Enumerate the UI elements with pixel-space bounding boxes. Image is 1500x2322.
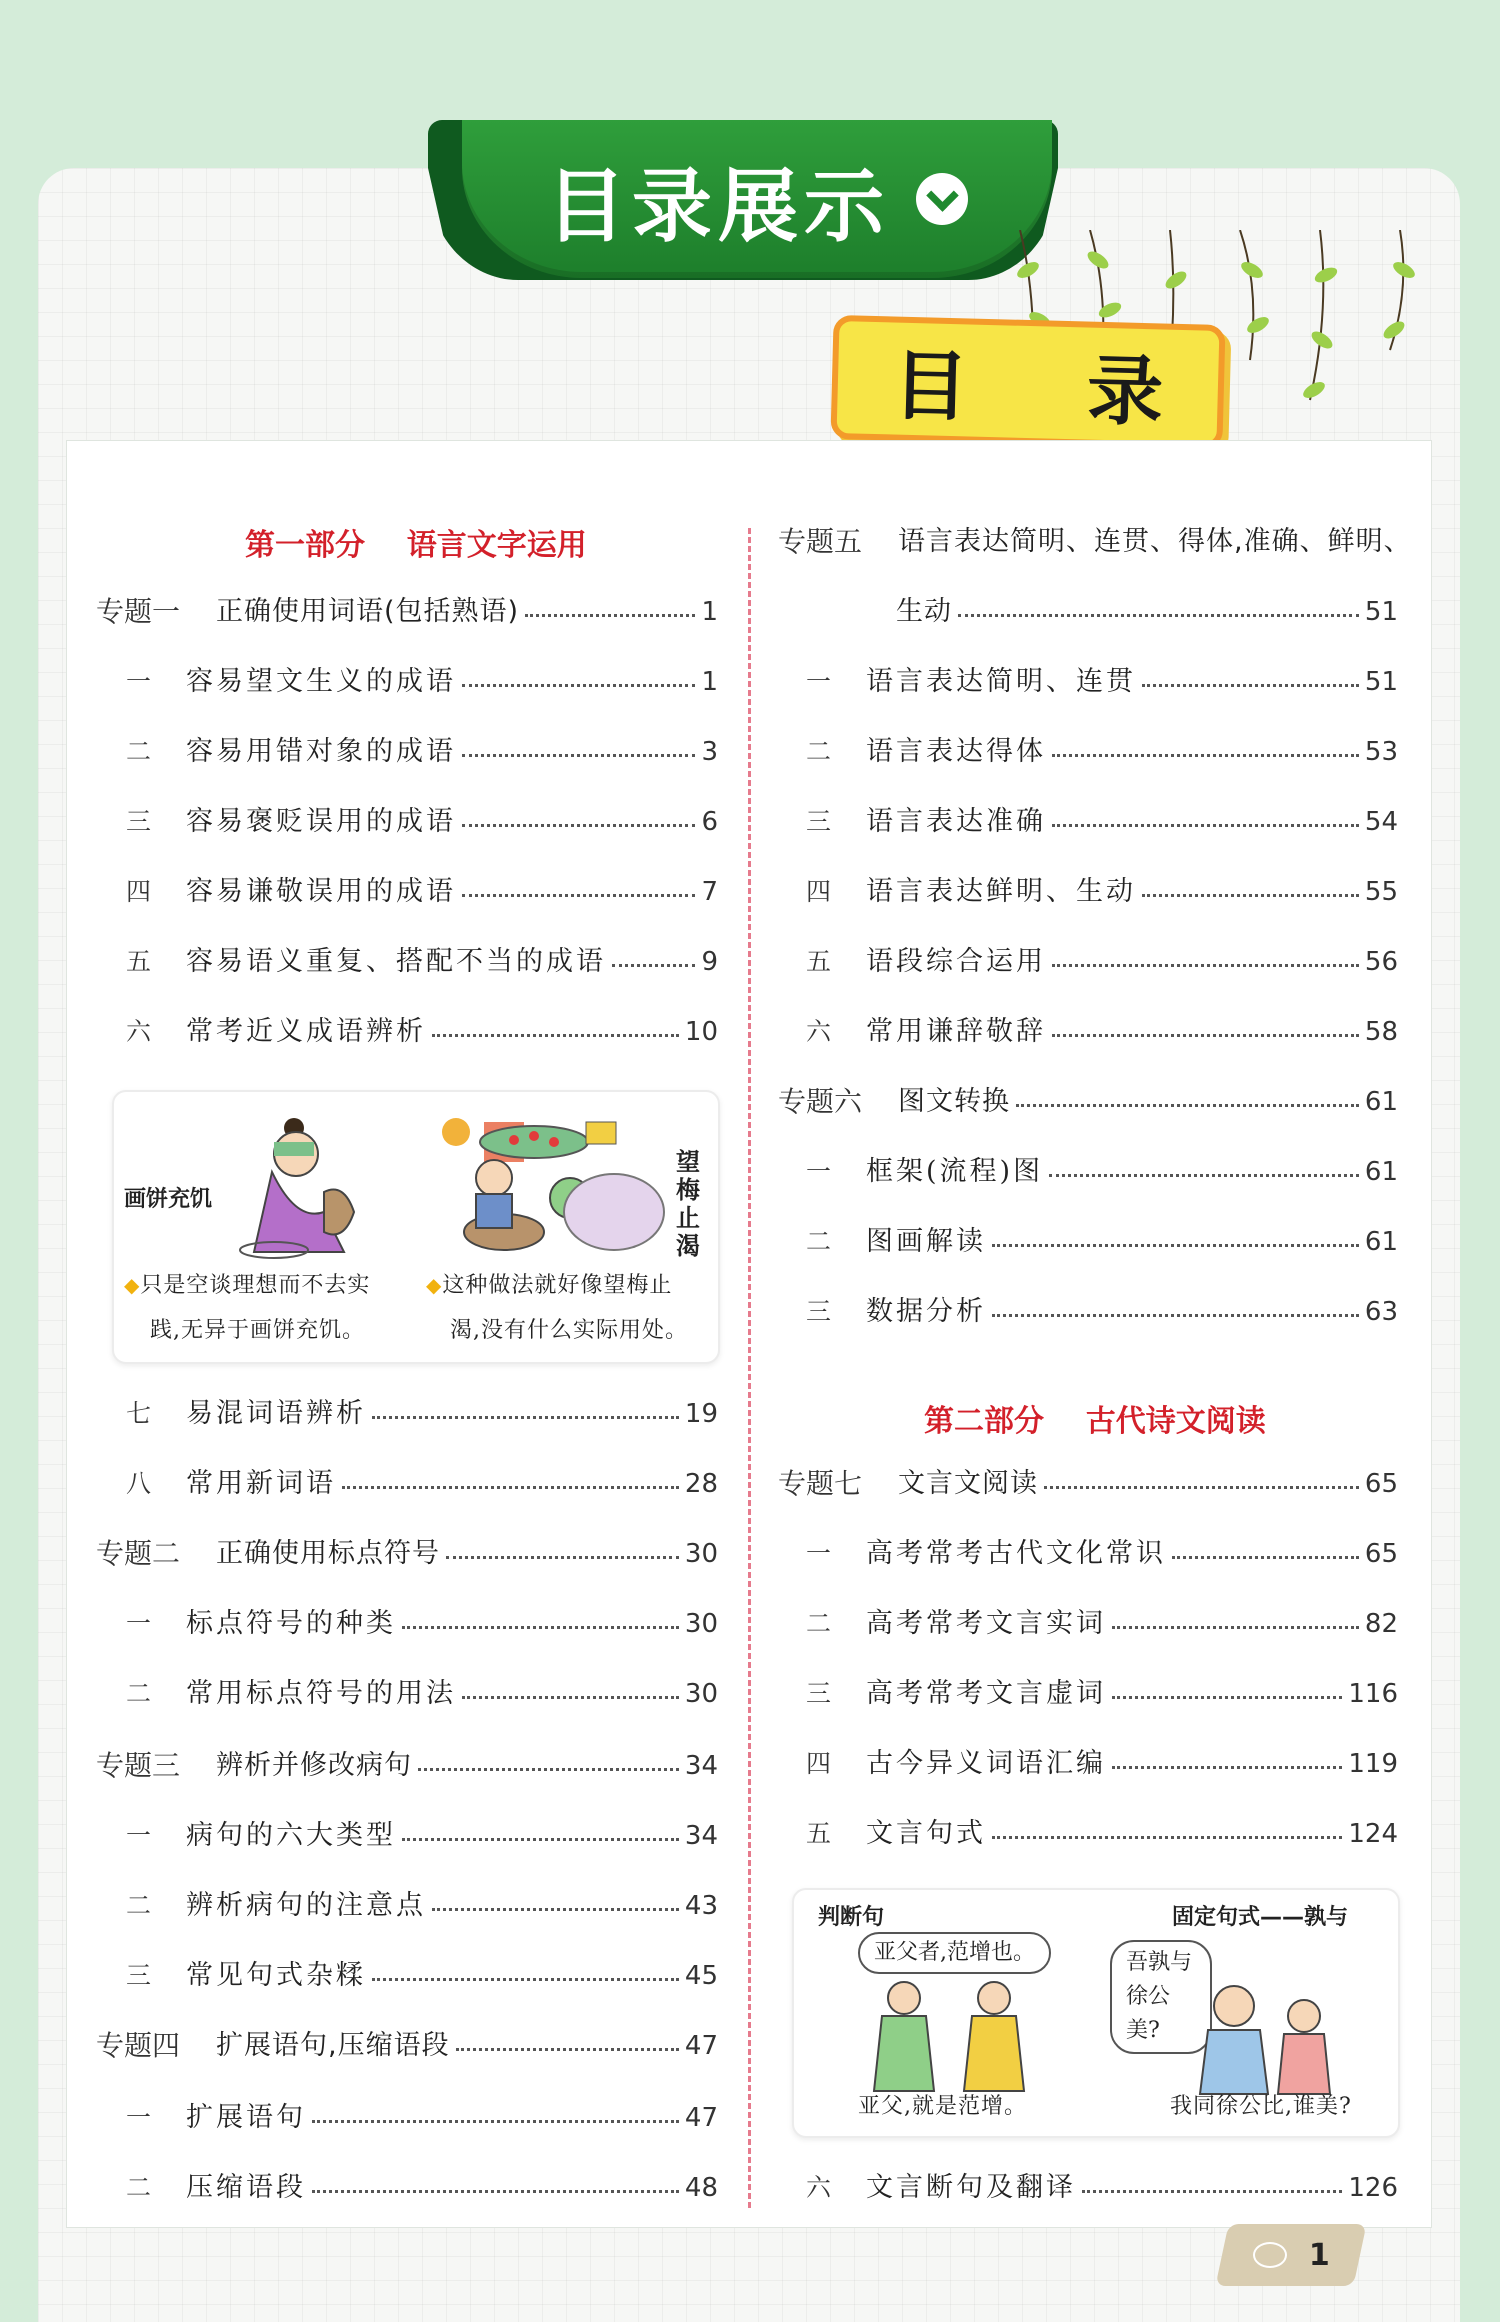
toc-number: 四 (806, 877, 832, 906)
leader-dots (456, 2048, 679, 2051)
chevron-down-icon (916, 173, 968, 225)
toc-number: 一 (126, 1609, 152, 1638)
toc-number: 专题二 (96, 1537, 181, 1570)
leader-dots (446, 1556, 679, 1559)
toc-row[interactable] (126, 940, 718, 984)
toc-page-number: 34 (684, 1821, 718, 1851)
toc-topic-row[interactable] (96, 2024, 718, 2068)
toc-number: 一 (806, 1157, 832, 1186)
cartoon-caption-right-1 (426, 1262, 672, 1309)
toc-label: 常见句式杂糅 (186, 1960, 366, 1991)
toc-label: 语言表达准确 (866, 806, 1046, 837)
diamond-bullet-icon: ◆ (124, 1273, 141, 1297)
toc-row[interactable] (806, 2166, 1398, 2210)
toc-page-number: 6 (701, 807, 718, 837)
toc-page-number: 54 (1364, 807, 1398, 837)
cartoon-title-left: 画饼充饥 (124, 1187, 213, 1212)
toc-number: 五 (806, 947, 832, 976)
toc-page-number: 61 (1364, 1087, 1398, 1117)
toc-page-number: 45 (684, 1961, 718, 1991)
leader-dots (1112, 1696, 1342, 1699)
cartoon-caption-left-2: 践,无异于画饼充饥。 (150, 1318, 365, 1343)
leader-dots (462, 1696, 679, 1699)
leader-dots (402, 1838, 679, 1841)
toc-number: 六 (126, 1017, 152, 1046)
toc-page-number: 56 (1364, 947, 1398, 977)
toc-label: 容易望文生义的成语 (186, 666, 456, 697)
leader-dots (1052, 824, 1359, 827)
toc-label: 扩展语句,压缩语段 (216, 2030, 450, 2061)
toc-row[interactable] (126, 870, 718, 914)
toc-page-number: 9 (701, 947, 718, 977)
toc-number: 六 (806, 2173, 832, 2202)
toc-page-number: 3 (701, 737, 718, 767)
toc-page-number: 30 (684, 1609, 718, 1639)
toc-label: 标点符号的种类 (186, 1608, 396, 1639)
banner-title: 目录展示 (546, 159, 890, 253)
toc-page-number: 126 (1348, 2173, 1398, 2203)
leader-dots (1112, 1766, 1342, 1769)
toc-label: 语言表达简明、连贯、得体,准确、鲜明、 (898, 526, 1412, 557)
toc-topic-row[interactable] (96, 1744, 718, 1788)
toc-topic-row[interactable] (96, 1532, 718, 1576)
leader-dots (1049, 1174, 1359, 1177)
toc-page-number: 63 (1364, 1297, 1398, 1327)
leader-dots (402, 1626, 679, 1629)
toc-number: 二 (126, 1679, 152, 1708)
leader-dots (432, 1034, 679, 1037)
toc-label: 容易褒贬误用的成语 (186, 806, 456, 837)
classical-cartoon-box (792, 1888, 1400, 2138)
toc-page-number: 82 (1364, 1609, 1398, 1639)
toc-row[interactable] (126, 660, 718, 704)
toc-label: 常用标点符号的用法 (186, 1678, 456, 1709)
leader-dots (992, 1836, 1342, 1839)
toc-number: 二 (806, 737, 832, 766)
cartoon-illustration (214, 1102, 694, 1262)
toc-number: 二 (126, 737, 152, 766)
leader-dots (1142, 684, 1359, 687)
toc-number: 五 (806, 1819, 832, 1848)
toc-page-number: 61 (1364, 1157, 1398, 1187)
leader-dots (992, 1244, 1359, 1247)
leader-dots (372, 1978, 679, 1981)
toc-label: 辨析病句的注意点 (186, 1890, 426, 1921)
leader-dots (462, 824, 695, 827)
toc-row[interactable] (806, 870, 1398, 914)
toc-topic-row[interactable] (96, 590, 718, 634)
toc-row[interactable] (126, 800, 718, 844)
cartoon-title-right: 望梅止渴 (676, 1148, 700, 1260)
toc-row[interactable] (806, 1812, 1398, 1856)
toc-row[interactable] (126, 1814, 718, 1858)
cartoon-caption-right-2: 渴,没有什么实际用处。 (450, 1318, 688, 1343)
toc-number: 专题四 (96, 2029, 181, 2062)
toc-label: 语言表达简明、连贯 (866, 666, 1136, 697)
toc-number: 二 (806, 1227, 832, 1256)
toc-page-number: 51 (1364, 597, 1398, 627)
contents-tag-text: 目 录 (891, 339, 1211, 438)
toc-number: 四 (126, 877, 152, 906)
toc-row[interactable] (806, 1220, 1398, 1264)
toc-row[interactable] (806, 800, 1398, 844)
toc-label: 病句的六大类型 (186, 1820, 396, 1851)
cartoon2-title-right: 固定句式——孰与 (1172, 1905, 1349, 1930)
leader-dots (1052, 964, 1359, 967)
toc-label: 图文转换 (898, 1086, 1010, 1117)
toc-number: 三 (806, 1679, 832, 1708)
toc-row[interactable] (126, 1672, 718, 1716)
toc-number: 专题三 (96, 1749, 181, 1782)
toc-label: 框架(流程)图 (866, 1156, 1044, 1187)
toc-number: 七 (126, 1399, 152, 1428)
toc-page-number: 1 (701, 597, 718, 627)
contents-tag (830, 315, 1225, 449)
toc-page-number: 119 (1348, 1749, 1398, 1779)
leader-dots (612, 964, 695, 967)
cartoon2-caption-left: 亚父,就是范增。 (858, 2094, 1027, 2119)
leader-dots (312, 2190, 679, 2193)
toc-page-number: 124 (1348, 1819, 1398, 1849)
toc-row[interactable] (806, 1290, 1398, 1334)
toc-number: 专题六 (778, 1085, 863, 1118)
toc-page-number: 34 (684, 1751, 718, 1781)
leader-dots (1172, 1556, 1359, 1559)
page-number: 1 (1308, 2237, 1330, 2273)
toc-topic-row[interactable] (778, 1462, 1398, 1506)
toc-label: 高考常考文言虚词 (866, 1678, 1106, 1709)
cartoon2-title-left: 判断句 (818, 1905, 885, 1930)
toc-label: 高考常考文言实词 (866, 1608, 1106, 1639)
toc-label: 文言文阅读 (898, 1468, 1038, 1499)
leader-dots (1052, 754, 1359, 757)
toc-topic-row[interactable] (778, 520, 1412, 564)
leader-dots (432, 1908, 679, 1911)
diamond-bullet-icon: ◆ (426, 1273, 443, 1297)
toc-number: 一 (806, 667, 832, 696)
toc-row[interactable] (126, 1954, 718, 1998)
leader-dots (525, 614, 695, 617)
toc-topic-row[interactable] (778, 1080, 1398, 1124)
leader-dots (1044, 1486, 1359, 1489)
toc-label: 易混词语辨析 (186, 1398, 366, 1429)
toc-page-number: 47 (684, 2031, 718, 2061)
toc-label: 语言表达鲜明、生动 (866, 876, 1136, 907)
cartoon2-caption-right: 我同徐公比,谁美? (1170, 2094, 1352, 2119)
page-number-tag (1215, 2224, 1366, 2286)
toc-number: 八 (126, 1469, 152, 1498)
toc-label: 文言句式 (866, 1818, 986, 1849)
toc-label: 容易用错对象的成语 (186, 736, 456, 767)
leader-dots (418, 1768, 679, 1771)
toc-row[interactable] (806, 660, 1398, 704)
speech-bubble-left: 亚父者,范增也。 (858, 1932, 1051, 1974)
leader-dots (1016, 1104, 1359, 1107)
leader-dots (312, 2120, 679, 2123)
toc-row[interactable] (126, 2096, 718, 2140)
toc-page-number: 28 (684, 1469, 718, 1499)
column-divider (748, 528, 751, 2208)
toc-row[interactable] (126, 1010, 718, 1054)
toc-page-number: 10 (684, 1017, 718, 1047)
toc-number: 专题五 (778, 525, 863, 558)
page-icon (1253, 2242, 1287, 2268)
toc-number: 六 (806, 1017, 832, 1046)
toc-number: 一 (126, 667, 152, 696)
toc-row[interactable] (806, 1150, 1398, 1194)
toc-page-number: 51 (1364, 667, 1398, 697)
leader-dots (1052, 1034, 1359, 1037)
toc-page-number: 30 (684, 1539, 718, 1569)
toc-page-number: 43 (684, 1891, 718, 1921)
toc-label: 容易谦敬误用的成语 (186, 876, 456, 907)
toc-row[interactable] (806, 1532, 1398, 1576)
caption-left-line1: 只是空谈理想而不去实 (140, 1273, 371, 1298)
toc-page-number: 47 (684, 2103, 718, 2133)
toc-number: 三 (126, 807, 152, 836)
toc-label: 古今异义词语汇编 (866, 1748, 1106, 1779)
toc-number: 四 (806, 1749, 832, 1778)
toc-row[interactable] (126, 1392, 718, 1436)
toc-number: 二 (126, 1891, 152, 1920)
toc-page-number: 19 (684, 1399, 718, 1429)
toc-page-number: 65 (1364, 1469, 1398, 1499)
toc-number: 一 (126, 2103, 152, 2132)
toc-label: 语言表达得体 (866, 736, 1046, 767)
toc-number: 三 (806, 1297, 832, 1326)
bubble-right-line2: 徐公美? (1126, 1984, 1171, 2043)
toc-row[interactable] (806, 1602, 1398, 1646)
leader-dots (462, 894, 695, 897)
toc-topic-row[interactable] (778, 590, 1398, 634)
toc-number: 三 (806, 807, 832, 836)
toc-page-number: 1 (701, 667, 718, 697)
toc-page-number: 58 (1364, 1017, 1398, 1047)
leader-dots (342, 1486, 679, 1489)
toc-label: 容易语义重复、搭配不当的成语 (186, 946, 606, 977)
leader-dots (462, 754, 695, 757)
toc-number: 专题七 (778, 1467, 863, 1500)
leader-dots (1142, 894, 1359, 897)
toc-label: 常用新词语 (186, 1468, 336, 1499)
toc-label: 生动 (896, 596, 952, 627)
cartoon2-illustration (854, 1976, 1374, 2096)
leader-dots (958, 614, 1359, 617)
bubble-right-line1: 吾孰与 (1126, 1950, 1193, 1975)
toc-label: 正确使用标点符号 (216, 1538, 440, 1569)
toc-row[interactable] (806, 940, 1398, 984)
leader-dots (372, 1416, 679, 1419)
part2-title: 第二部分 古代诗文阅读 (924, 1404, 1266, 1439)
toc-label: 常考近义成语辨析 (186, 1016, 426, 1047)
idiom-cartoon-box (112, 1090, 720, 1364)
toc-page-number: 7 (701, 877, 718, 907)
part1-title: 第一部分 语言文字运用 (245, 528, 587, 563)
toc-page-number: 65 (1364, 1539, 1398, 1569)
toc-row[interactable] (806, 1672, 1398, 1716)
toc-number: 二 (806, 1609, 832, 1638)
leader-dots (992, 1314, 1359, 1317)
toc-row[interactable] (126, 2166, 718, 2210)
leader-dots (1112, 1626, 1359, 1629)
toc-label: 文言断句及翻译 (866, 2172, 1076, 2203)
toc-label: 辨析并修改病句 (216, 1750, 412, 1781)
toc-label: 语段综合运用 (866, 946, 1046, 977)
toc-number: 二 (126, 2173, 152, 2202)
cartoon-caption-left-1 (124, 1262, 370, 1309)
toc-label: 图画解读 (866, 1226, 986, 1257)
toc-number: 三 (126, 1961, 152, 1990)
toc-row[interactable] (806, 730, 1398, 774)
toc-row[interactable] (126, 1462, 718, 1506)
toc-page-number: 61 (1364, 1227, 1398, 1257)
toc-row[interactable] (126, 1602, 718, 1646)
toc-label: 扩展语句 (186, 2102, 306, 2133)
toc-page-number: 116 (1348, 1679, 1398, 1709)
toc-label: 高考常考古代文化常识 (866, 1538, 1166, 1569)
leader-dots (462, 684, 695, 687)
toc-number: 专题一 (96, 595, 181, 628)
toc-label: 数据分析 (866, 1296, 986, 1327)
toc-page-number: 55 (1364, 877, 1398, 907)
caption-right-line1: 这种做法就好像望梅止 (442, 1273, 673, 1298)
toc-row[interactable] (806, 1010, 1398, 1054)
toc-number: 五 (126, 947, 152, 976)
toc-page-number: 30 (684, 1679, 718, 1709)
toc-row[interactable] (806, 1742, 1398, 1786)
toc-number: 一 (126, 1821, 152, 1850)
toc-row[interactable] (126, 1884, 718, 1928)
toc-label: 压缩语段 (186, 2172, 306, 2203)
header-banner (462, 120, 1052, 278)
toc-page-number: 53 (1364, 737, 1398, 767)
toc-page-number: 48 (684, 2173, 718, 2203)
leader-dots (1082, 2190, 1342, 2193)
toc-label: 常用谦辞敬辞 (866, 1016, 1046, 1047)
toc-label: 正确使用词语(包括熟语) (216, 596, 520, 627)
toc-row[interactable] (126, 730, 718, 774)
toc-number: 一 (806, 1539, 832, 1568)
